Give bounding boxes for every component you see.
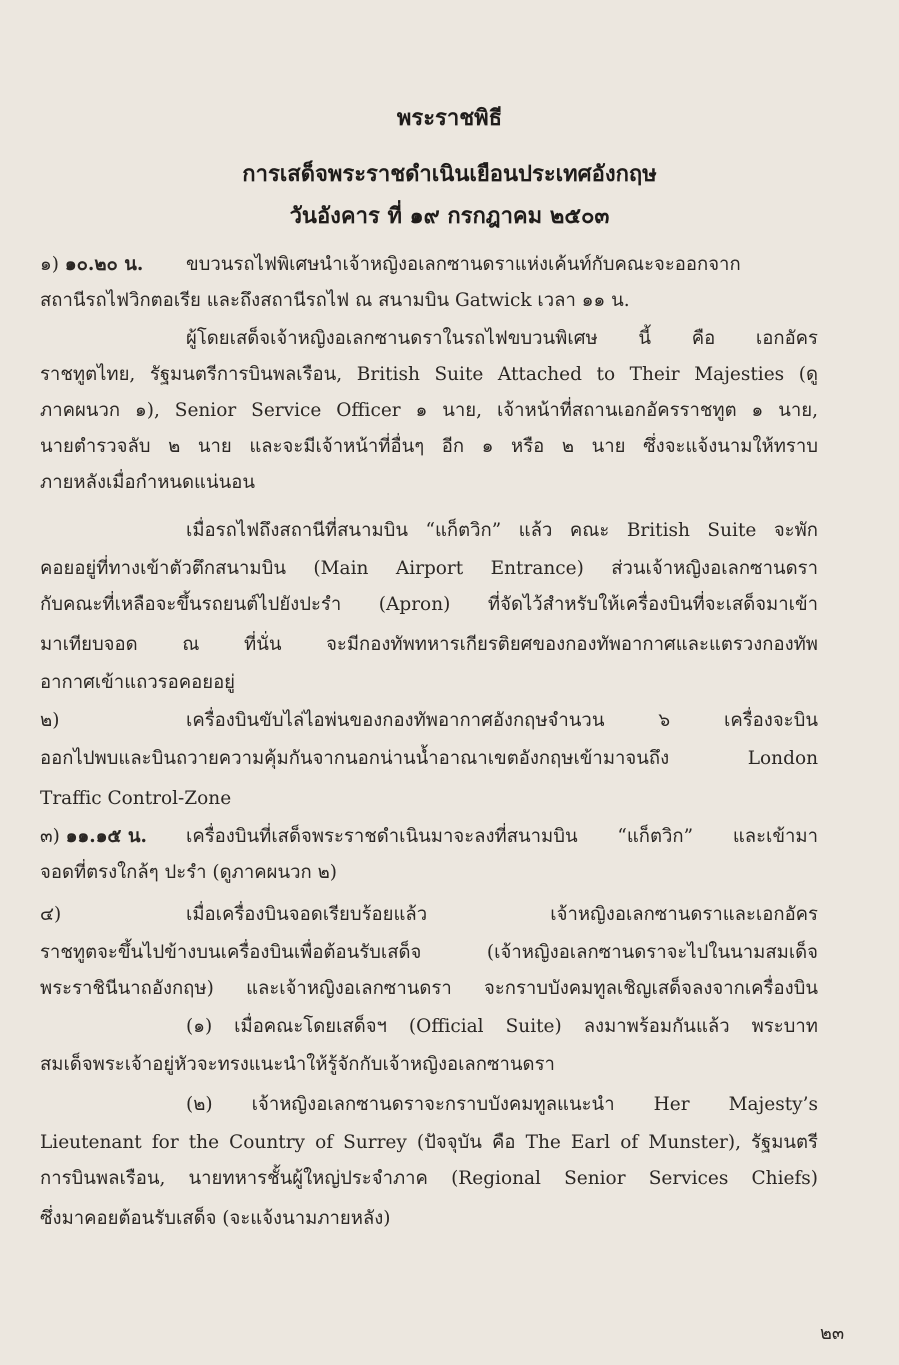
heading-visit-title: การเสด็จพระราชดำเนินเยือนประเทศอังกฤษ xyxy=(242,162,657,187)
paragraph-line: จอดที่ตรงใกล้ๆ ปะรำ (ดูภาคผนวก ๒) xyxy=(40,862,337,883)
item-number: ๑) xyxy=(40,254,59,275)
sub-item-2-line: การบินพลเรือน, นายทหารชั้นผู้ใหญ่ประจำภาค (Regional Senior Services Chiefs) xyxy=(40,1168,818,1189)
paragraph-line: Traffic Control-Zone xyxy=(40,788,232,809)
item-time: ๑๑.๑๕ น. xyxy=(65,826,147,847)
paragraph-line: เครื่องบินขับไล่ไอพ่นของกองทัพอากาศอังกฤษจำนวน ๖ เครื่องจะบิน xyxy=(186,710,818,731)
paragraph-line: พระราชินีนาถอังกฤษ) และเจ้าหญิงอเลกซานดรา จะกราบบังคมทูลเชิญเสด็จลงจากเครื่องบิน xyxy=(40,978,818,999)
sub-item-2-line: (๒) เจ้าหญิงอเลกซานดราจะกราบบังคมทูลแนะนำ Her Majesty’s xyxy=(186,1094,818,1115)
paragraph-line: ภาคผนวก ๑), Senior Service Officer ๑ นาย, เจ้าหน้าที่สถานเอกอัครราชทูต ๑ นาย, xyxy=(40,400,818,421)
page-number: ๒๓ xyxy=(820,1323,845,1344)
sub-item-1-line: (๑) เมื่อคณะโดยเสด็จฯ (Official Suite) ลงมาพร้อมกันแล้ว พระบาท xyxy=(186,1016,818,1037)
paragraph-line: ภายหลังเมื่อกำหนดแน่นอน xyxy=(40,472,256,493)
paragraph-line: ผู้โดยเสด็จเจ้าหญิงอเลกซานดราในรถไฟขบวนพิเศษ นี้ คือ เอกอัคร xyxy=(186,328,818,349)
paragraph-line: คอยอยู่ที่ทางเข้าตัวตึกสนามบิน (Main Airport Entrance) ส่วนเจ้าหญิงอเลกซานดรา xyxy=(40,558,818,579)
heading-ceremony: พระราชพิธี xyxy=(396,106,503,131)
paragraph-line: นายตำรวจลับ ๒ นาย และจะมีเจ้าหน้าที่อื่นๆ อีก ๑ หรือ ๒ นาย ซึ่งจะแจ้งนามให้ทราบ xyxy=(40,436,818,457)
paragraph-line: มาเทียบจอด ณ ที่นั่น จะมีกองทัพทหารเกียรติยศของกองทัพอากาศและแตรวงกองทัพ xyxy=(40,634,818,655)
paragraph-line: กับคณะที่เหลือจะขึ้นรถยนต์ไปยังปะรำ (Apron) ที่จัดไว้สำหรับให้เครื่องบินที่จะเสด็จมาเข้า xyxy=(40,594,818,615)
sub-item-1-line: สมเด็จพระเจ้าอยู่หัวจะทรงแนะนำให้รู้จักกับเจ้าหญิงอเลกซานดรา xyxy=(40,1054,555,1075)
item-time: ๑๐.๒๐ น. xyxy=(64,254,144,275)
paragraph-line: ขบวนรถไฟพิเศษนำเจ้าหญิงอเลกซานดราแห่งเค้นท์กับคณะจะออกจาก xyxy=(186,254,741,275)
paragraph-line: อากาศเข้าแถวรอคอยอยู่ xyxy=(40,672,236,693)
paragraph-line: สถานีรถไฟวิกตอเรีย และถึงสถานีรถไฟ ณ สนามบิน Gatwick เวลา ๑๑ น. xyxy=(40,290,630,311)
sub-item-2-line: ซึ่งมาคอยต้อนรับเสด็จ (จะแจ้งนามภายหลัง) xyxy=(40,1208,391,1229)
paragraph-line: เมื่อรถไฟถึงสถานีที่สนามบิน “แก็ตวิก” แล้ว คณะ British Suite จะพัก xyxy=(186,520,818,541)
heading-date: วันอังคาร ที่ ๑๙ กรกฎาคม ๒๕๐๓ xyxy=(289,204,610,229)
paragraph-line: ราชทูตจะขึ้นไปข้างบนเครื่องบินเพื่อต้อนรับเสด็จ (เจ้าหญิงอเลกซานดราจะไปในนามสมเด็จ xyxy=(40,942,818,963)
item-number: ๓) xyxy=(40,826,60,847)
paragraph-line: ออกไปพบและบินถวายความคุ้มกันจากนอกน่านน้ำอาณาเขตอังกฤษเข้ามาจนถึง London xyxy=(40,748,818,769)
item-number: ๒) xyxy=(40,710,60,731)
paragraph-line: เครื่องบินที่เสด็จพระราชดำเนินมาจะลงที่สนามบิน “แก็ตวิก” และเข้ามา xyxy=(186,826,818,847)
sub-item-2-line: Lieutenant for the Country of Surrey (ปัจจุบัน คือ The Earl of Munster), รัฐมนตรี xyxy=(40,1132,818,1153)
paragraph-line: ราชทูตไทย, รัฐมนตรีการบินพลเรือน, British Suite Attached to Their Majesties (ดู xyxy=(40,364,818,385)
item-number: ๔) xyxy=(40,904,62,925)
paragraph-line: เมื่อเครื่องบินจอดเรียบร้อยแล้ว เจ้าหญิงอเลกซานดราและเอกอัคร xyxy=(186,904,818,925)
